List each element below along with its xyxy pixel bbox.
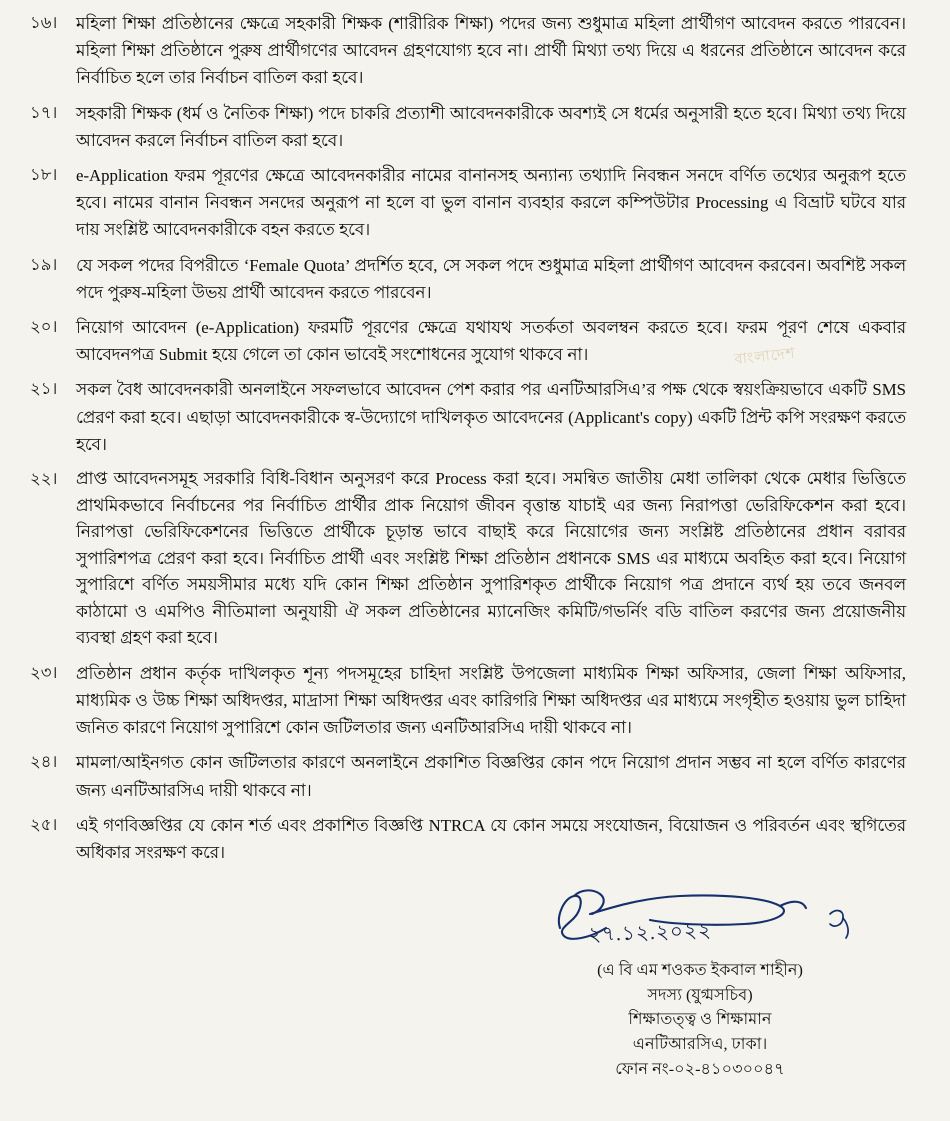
signatory-name: (এ বি এম শওকত ইকবাল শাহীন) [597,961,803,980]
clause-item [24,466,910,652]
clause-text: সহকারী শিক্ষক (ধর্ম ও নৈতিক শিক্ষা) পদে চাকরি প্রত্যাশী আবেদনকারীকে অবশ্যই সে ধর্মের অনুসারী হতে হবে। মিথ্যা তথ্য দিয়ে আবেদন করলে নির্বাচন বাতিল করা হবে। [76,103,906,150]
clause-number: ১৯। [30,254,58,274]
clause-number: ২০। [30,317,58,337]
clause-text: যে সকল পদের বিপরীতে ‘Female Quota’ প্রদর্শিত হবে, সে সকল পদে শুধুমাত্র মহিলা প্রার্থীগণ আবেদন করবেন। অবশিষ্ট সকল পদে পুরুষ-মহিলা উভয় প্রার্থী আবেদন করতে পারবেন। [76,255,906,302]
clause-number: ২৫। [30,814,58,834]
clause-number: ২৩। [30,662,58,682]
signatory-details [530,958,870,1081]
clause-text: এই গণবিজ্ঞপ্তির যে কোন শর্ত এবং প্রকাশিত বিজ্ঞপ্তি NTRCA যে কোন সময়ে সংযোজন, বিয়োজন ও পরিবর্তন এবং স্থগিতের অধিকার সংরক্ষণ করে। [76,815,906,862]
signatory-phone: ফোন নং-০২-৪১০৩০০৪৭ [615,1059,785,1078]
clause-item [24,314,910,368]
clause-item [24,376,910,458]
clause-text: e-Application ফরম পূরণের ক্ষেত্রে আবেদনকারীর নামের বানানসহ অন্যান্য তথ্যাদি নিবন্ধন সনদে বর্ণিত তথ্যের অনুরূপ হতে হবে। নামের বানান নিবন্ধন সনদের অনুরূপ না হলে বা ভুল বানান ব্যবহার করলে কম্পিউটার Processing এ বিভ্রাট ঘটবে যার দায় সংশ্লিষ্ট আবেদনকারীকে বহন করতে হবে। [76,166,906,240]
clause-text: প্রতিষ্ঠান প্রধান কর্তৃক দাখিলকৃত শূন্য পদসমূহের চাহিদা সংশ্লিষ্ট উপজেলা মাধ্যমিক শিক্ষা অফিসার, জেলা শিক্ষা অফিসার, মাধ্যমিক ও উচ্চ শিক্ষা অধিদপ্তর, মাদ্রাসা শিক্ষা অধিদপ্তর এবং কারিগরি শিক্ষা অধিদপ্তর এর মাধ্যমে সংগৃহীত হওয়ায় ভুল চাহিদা জনিত কারণে নিয়োগ সুপারিশে কোন জটিলতার জন্য এনটিআরসিএ দায়ী থাকবে না। [76,663,906,738]
signatory-department: শিক্ষাতত্ত্ব ও শিক্ষামান [628,1010,772,1029]
clause-item [24,100,910,154]
clause-item [24,252,910,306]
clause-number: ১৭। [30,102,58,122]
clause-item [24,749,910,803]
clause-item [24,660,910,742]
clause-number: ২২। [30,469,58,489]
clause-number: ১৬। [30,13,58,32]
clause-text: সকল বৈধ আবেদনকারী অনলাইনে সফলভাবে আবেদন পেশ করার পর এনটিআরসিএ’র পক্ষ থেকে স্বয়ংক্রিয়ভাবে একটি SMS প্রেরণ করা হবে। এছাড়া আবেদনকারীকে স্ব-উদ্যোগে দাখিলকৃত আবেদনের (Applicant's copy) একটি প্রিন্ট কপি সংরক্ষণ করতে হবে। [76,380,906,454]
clause-item [24,812,910,866]
clause-item [24,10,910,92]
signature-block [24,884,910,1081]
signature-date: ২৭.১২.২০২২ [587,920,713,947]
clause-text: মহিলা শিক্ষা প্রতিষ্ঠানের ক্ষেত্রে সহকারী শিক্ষক (শারীরিক শিক্ষা) পদের জন্য শুধুমাত্র মহিলা প্রার্থীগণ আবেদন করতে পারবেন। মহিলা শিক্ষা প্রতিষ্ঠানে পুরুষ প্রার্থীগণের আবেদন গ্রহণযোগ্য হবে না। প্রার্থী মিথ্যা তথ্য দিয়ে এ ধরনের প্রতিষ্ঠানে আবেদন করে নির্বাচিত হলে তার নির্বাচন বাতিল করা হবে। [76,14,906,88]
signature-area [530,884,870,958]
clause-number: ১৮। [30,165,58,185]
signatory-office: এনটিআরসিএ, ঢাকা। [632,1035,768,1054]
clause-list [24,10,910,866]
clause-text: মামলা/আইনগত কোন জটিলতার কারণে অনলাইনে প্রকাশিত বিজ্ঞপ্তির কোন পদে নিয়োগ প্রদান সম্ভব না হলে বর্ণিত কারণের জন্য এনটিআরসিএ দায়ী থাকবে না। [76,753,906,800]
clause-text: প্রাপ্ত আবেদনসমূহ সরকারি বিধি-বিধান অনুসরণ করে Process করা হবে। সমন্বিত জাতীয় মেধা তালিকা থেকে মেধার ভিত্তিতে প্রাথমিকভাবে নির্বাচনের পর নির্বাচিত প্রার্থীর প্রাক নিয়োগ জীবন বৃত্তান্ত যাচাই এর জন্য নিরাপত্তা ভেরিফিকেশন করা হবে। নিরাপত্তা ভেরিফিকেশনের ভিত্তিতে প্রার্থীকে চূড়ান্ত ভাবে বাছাই করে নিয়োগের জন্য সংশ্লিষ্ট প্রতিষ্ঠানের প্রধান বরাবর সুপারিশপত্র প্রেরণ করা হবে। নির্বাচিত প্রার্থী এবং সংশ্লিষ্ট শিক্ষা প্রতিষ্ঠান প্রধানকে SMS এর মাধ্যমে অবহিত করা হবে। নিয়োগ সুপারিশে বর্ণিত সময়সীমার মধ্যে যদি কোন শিক্ষা প্রতিষ্ঠান সুপারিশকৃত প্রার্থীকে নিয়োগ পত্র প্রদানে ব্যর্থ হয় তবে জনবল কাঠামো ও এমপিও নীতিমালা অনুযায়ী ঐ সকল প্রতিষ্ঠানের ম্যানেজিং কমিটি/গভর্নিং বডি বাতিল করণের জন্য প্রয়োজনীয় ব্যবস্থা গ্রহণ করা হবে। [76,469,906,648]
clause-text: নিয়োগ আবেদন (e-Application) ফরমটি পূরণের ক্ষেত্রে যথাযথ সতর্কতা অবলম্বন করতে হবে। ফরম পূরণ শেষে একবার আবেদনপত্র Submit হয়ে গেলে তা কোন ভাবেই সংশোধনের সুযোগ থাকবে না। [76,318,906,365]
clause-number: ২৪। [30,752,58,772]
clause-number: ২১। [30,379,58,399]
watermark: বাংলাদেশ [733,345,797,369]
clause-item [24,162,910,244]
signatory-designation: সদস্য (যুগ্মসচিব) [647,985,753,1004]
